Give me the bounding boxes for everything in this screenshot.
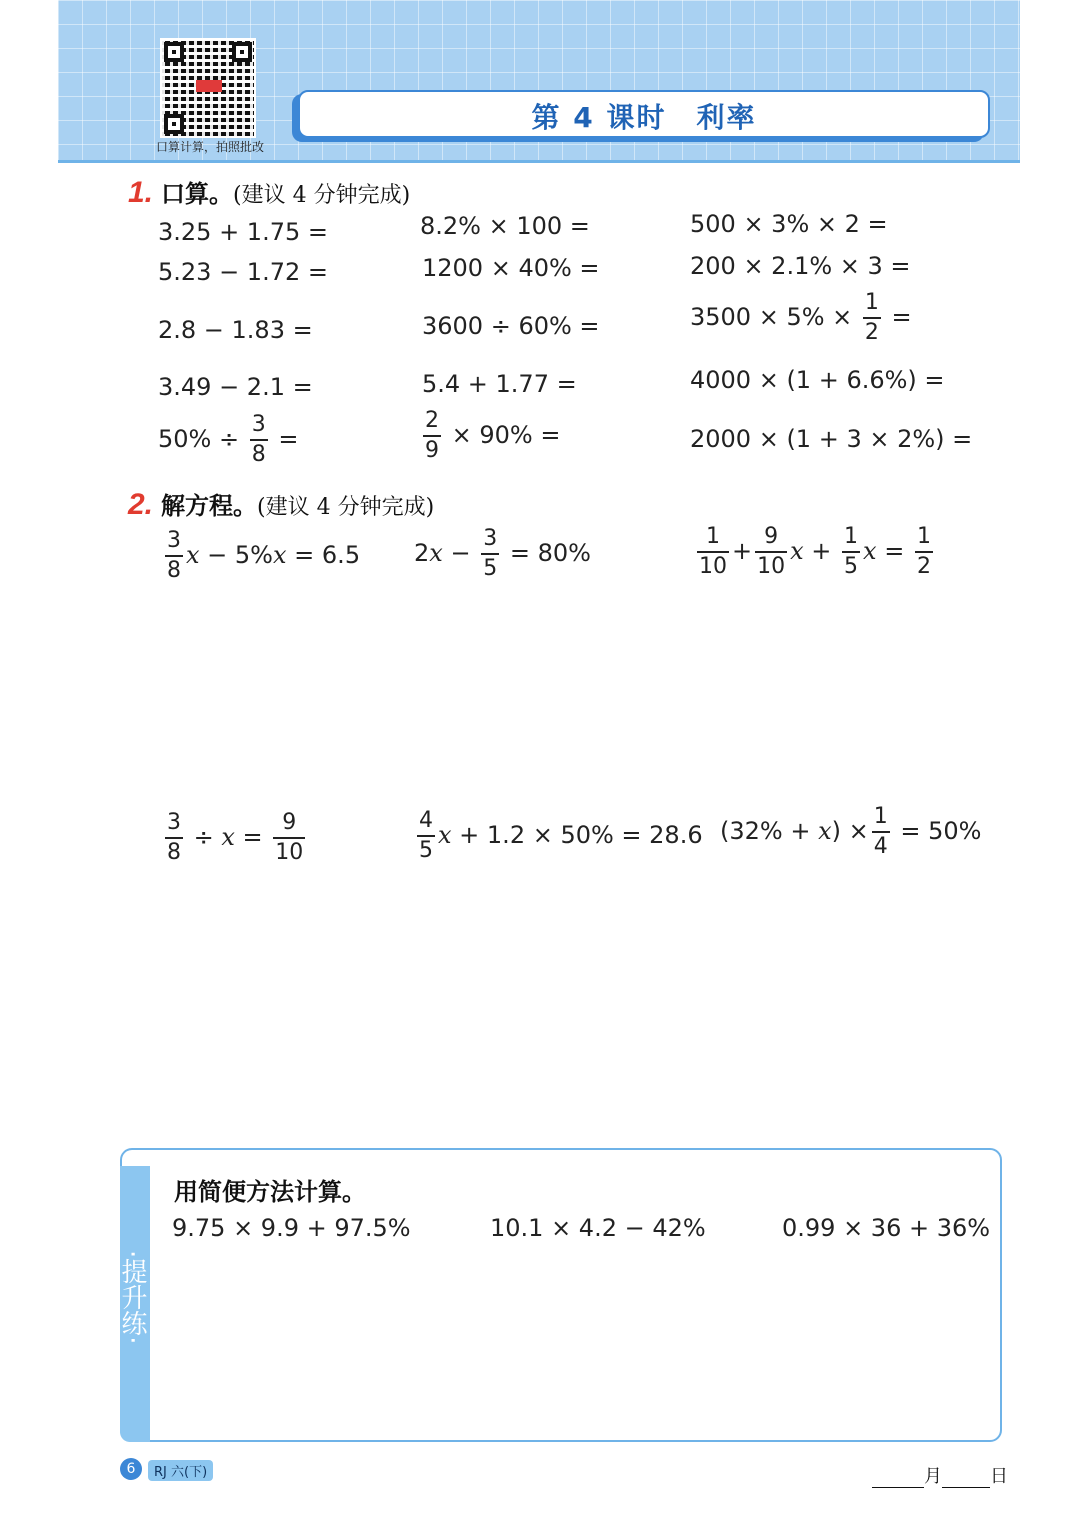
eq3-f3-denominator: 5 [844, 554, 859, 579]
oral-a5-denominator: 8 [251, 442, 266, 467]
eq4-result-denominator: 10 [275, 840, 304, 865]
practice-item-2: 10.1 × 4.2 − 42% [490, 1214, 706, 1242]
oral-b5-denominator: 9 [425, 438, 439, 463]
oral-b4: 5.4 + 1.77 = [422, 370, 577, 398]
section2-title: 解方程。 [161, 492, 258, 520]
oral-c3-fraction [863, 292, 881, 344]
lesson-title-bar [298, 90, 990, 138]
eq4-x: x [221, 823, 235, 851]
oral-c3-pre: 3500 × 5% × [690, 303, 853, 331]
eq3-fraction-2 [755, 526, 787, 578]
oral-c3 [690, 292, 912, 344]
oral-a1: 3.25 + 1.75 = [158, 218, 328, 246]
eq5-fraction [417, 810, 435, 862]
equation-1 [162, 530, 360, 582]
equation-6 [720, 806, 981, 858]
eq1-denominator: 8 [167, 558, 181, 583]
section2-number: 2. [128, 488, 154, 521]
qr-finder-bottom-left [164, 114, 184, 134]
practice-title: 用简便方法计算。 [174, 1178, 366, 1206]
eq4-result-numerator: 9 [273, 812, 305, 839]
oral-b5 [420, 410, 560, 462]
oral-c3-numerator: 1 [863, 292, 881, 319]
month-blank[interactable] [872, 1467, 924, 1488]
eq5-x: x [438, 821, 452, 849]
oral-a2: 5.23 − 1.72 = [158, 258, 328, 286]
section2-heading [128, 486, 434, 522]
month-label: 月 [924, 1466, 942, 1487]
eq3-x2: x [863, 537, 877, 565]
eq2-numerator: 3 [481, 528, 499, 555]
section1-number: 1. [128, 176, 154, 209]
oral-c3-denominator: 2 [864, 320, 879, 345]
eq2-end: = 80% [502, 539, 591, 567]
practice-item-3: 0.99 × 36 + 36% [782, 1214, 991, 1242]
qr-code[interactable] [160, 38, 256, 138]
day-blank[interactable] [942, 1467, 990, 1488]
oral-c4: 4000 × (1 + 6.6%) = [690, 366, 945, 394]
eq1-x2: x [273, 541, 287, 569]
eq6-denominator: 4 [873, 834, 888, 859]
oral-a3: 2.8 − 1.83 = [158, 316, 313, 344]
day-label: 日 [990, 1466, 1008, 1487]
eq3-f3-numerator: 1 [842, 526, 860, 553]
section2-note: (建议 4 分钟完成) [257, 495, 435, 520]
oral-b2: 1200 × 40% = [422, 254, 600, 282]
eq6-fraction [872, 806, 890, 858]
eq4-div: ÷ [186, 823, 222, 851]
section1-heading [128, 174, 410, 210]
oral-b5-post: × 90% = [451, 421, 561, 449]
eq3-x1: x [790, 537, 804, 565]
section1-note: (建议 4 分钟完成) [233, 183, 411, 208]
eq2-pre: 2 [414, 539, 430, 567]
practice-tab-label: ·提升练· [117, 1250, 147, 1345]
eq2-mid: − [442, 539, 479, 567]
oral-a5 [158, 414, 298, 466]
eq3-f4-numerator: 1 [915, 526, 933, 553]
eq6-numerator: 1 [872, 806, 890, 833]
equation-3 [694, 526, 936, 578]
eq3-equals: = [876, 537, 912, 565]
section1-title: 口算。 [161, 180, 234, 208]
eq2-fraction [481, 528, 499, 580]
eq6-pre: (32% + [720, 817, 819, 845]
equation-2 [414, 528, 591, 580]
eq4-denominator: 8 [167, 840, 181, 865]
eq5-numerator: 4 [417, 810, 435, 837]
date-fill [872, 1462, 1008, 1488]
eq5-denominator: 5 [419, 838, 433, 863]
oral-c3-post: = [891, 303, 912, 331]
oral-a5-post: = [278, 425, 299, 453]
eq3-plus-1: + [732, 537, 753, 565]
eq3-fraction-4 [915, 526, 933, 578]
oral-b3: 3600 ÷ 60% = [422, 312, 600, 340]
oral-c1: 500 × 3% × 2 = [690, 210, 888, 238]
eq3-f2-denominator: 10 [757, 554, 786, 579]
equation-5 [414, 810, 703, 862]
eq3-fraction-1 [697, 526, 729, 578]
eq3-f1-numerator: 1 [697, 526, 729, 553]
eq3-f4-denominator: 2 [916, 554, 931, 579]
oral-a5-fraction [250, 414, 268, 466]
qr-logo [196, 80, 222, 92]
oral-a4: 3.49 − 2.1 = [158, 373, 313, 401]
oral-b5-numerator: 2 [423, 410, 441, 437]
oral-a5-numerator: 3 [250, 414, 268, 441]
eq4-equals: = [234, 823, 271, 851]
oral-c5: 2000 × (1 + 3 × 2%) = [690, 425, 973, 453]
book-tag: RJ 六(下) [148, 1460, 213, 1481]
eq3-f2-numerator: 9 [755, 526, 787, 553]
equation-4 [162, 812, 308, 864]
practice-item-1: 9.75 × 9.9 + 97.5% [172, 1214, 411, 1242]
eq5-end: + 1.2 × 50% = 28.6 [451, 821, 703, 849]
eq4-result-fraction [273, 812, 305, 864]
eq4-fraction [165, 812, 183, 864]
eq1-numerator: 3 [165, 530, 183, 557]
page-number: 6 [120, 1458, 142, 1480]
eq1-x: x [186, 541, 200, 569]
oral-b5-fraction [423, 410, 441, 462]
eq1-end: = 6.5 [286, 541, 361, 569]
eq6-end: = 50% [892, 817, 982, 845]
eq1-fraction [165, 530, 183, 582]
eq3-fraction-3 [842, 526, 860, 578]
oral-a5-pre: 50% ÷ [158, 425, 240, 453]
qr-finder-top-right [232, 42, 252, 62]
oral-b1: 8.2% × 100 = [420, 212, 590, 240]
eq4-numerator: 3 [165, 812, 183, 839]
eq6-x: x [818, 817, 832, 845]
oral-c2: 200 × 2.1% × 3 = [690, 252, 911, 280]
qr-caption: 口算计算，拍照批改 [156, 140, 265, 154]
eq6-mid: ) × [831, 817, 869, 845]
lesson-title: 第 4 课时 利率 [531, 101, 757, 134]
qr-finder-top-left [164, 42, 184, 62]
eq3-f1-denominator: 10 [699, 554, 727, 579]
eq1-mid: − 5% [199, 541, 273, 569]
eq2-x: x [429, 539, 443, 567]
eq2-denominator: 5 [483, 556, 498, 581]
eq3-plus-2: + [803, 537, 840, 565]
